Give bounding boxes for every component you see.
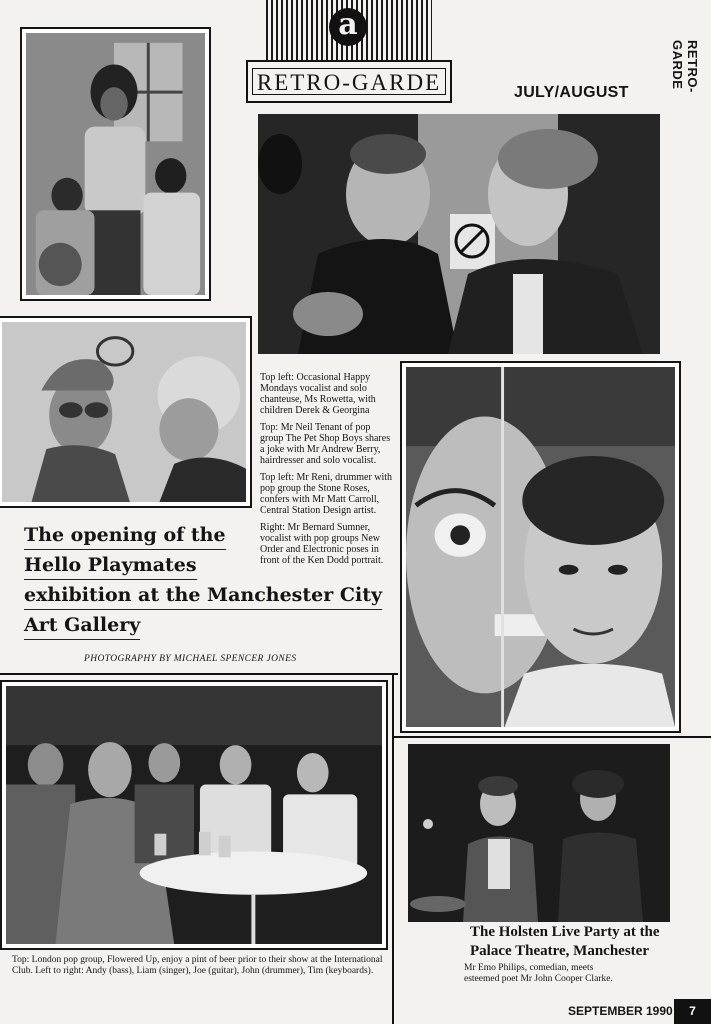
logo-banner bbox=[246, 60, 452, 103]
vertical-rule bbox=[392, 673, 394, 1024]
caption-neil-tenant: Top: Mr Neil Tenant of pop group The Pet Shop Boys shares a joke with Mr Andrew Berry, hairdresser and solo vocalist. bbox=[260, 422, 391, 466]
photo-neil-tenant bbox=[258, 114, 660, 354]
caption-rowetta: Top left: Occasional Happy Mondays vocalist and solo chanteuse, Ms Rowetta, with children Derek & Georgina bbox=[260, 372, 376, 416]
headline-line-4: Art Gallery bbox=[24, 610, 140, 640]
horizontal-rule bbox=[0, 673, 398, 675]
caption-reni: Top left: Mr Reni, drummer with pop group the Stone Roses, confers with Mr Matt Carroll, Central Station Design artist. bbox=[260, 472, 393, 516]
issue-label: JULY/AUGUST bbox=[514, 84, 629, 101]
photo-rowetta bbox=[20, 27, 211, 301]
page-number: 7 bbox=[674, 999, 711, 1024]
holsten-party-caption: Mr Emo Philips, comedian, meets esteemed poet Mr John Cooper Clarke. bbox=[464, 963, 613, 984]
photo-holsten-party bbox=[408, 744, 670, 922]
caption-bernard-sumner: Right: Mr Bernard Sumner, vocalist with pop groups New Order and Electronic poses in front of the Ken Dodd portrait. bbox=[260, 522, 384, 566]
footer-date: SEPTEMBER 1990 bbox=[568, 1004, 673, 1018]
photography-credit: PHOTOGRAPHY BY MICHAEL SPENCER JONES bbox=[84, 654, 297, 664]
logo-letter: a bbox=[329, 8, 367, 46]
section-side-label: RETRO-GARDE bbox=[670, 40, 700, 93]
holsten-party-title: The Holsten Live Party at the Palace Theatre, Manchester bbox=[470, 924, 660, 959]
photo-reni bbox=[0, 316, 252, 508]
photo-flowered-up bbox=[0, 680, 388, 950]
headline-line-1: The opening of the bbox=[24, 520, 226, 550]
horizontal-rule-right bbox=[394, 736, 711, 738]
flowered-up-caption: Top: London pop group, Flowered Up, enjoy a pint of beer prior to their show at the International Club. Left to right: Andy (bass), Liam (singer), Joe (guitar), John (drummer), Tim (keyboards). bbox=[12, 955, 383, 976]
retro-garde-logo bbox=[246, 0, 452, 103]
photo-bernard-sumner bbox=[400, 361, 681, 733]
logo-title: RETRO-GARDE bbox=[252, 68, 446, 95]
headline-line-3: exhibition at the Manchester City bbox=[24, 580, 382, 610]
article-headline bbox=[24, 520, 384, 640]
headline-line-2: Hello Playmates bbox=[24, 550, 197, 580]
